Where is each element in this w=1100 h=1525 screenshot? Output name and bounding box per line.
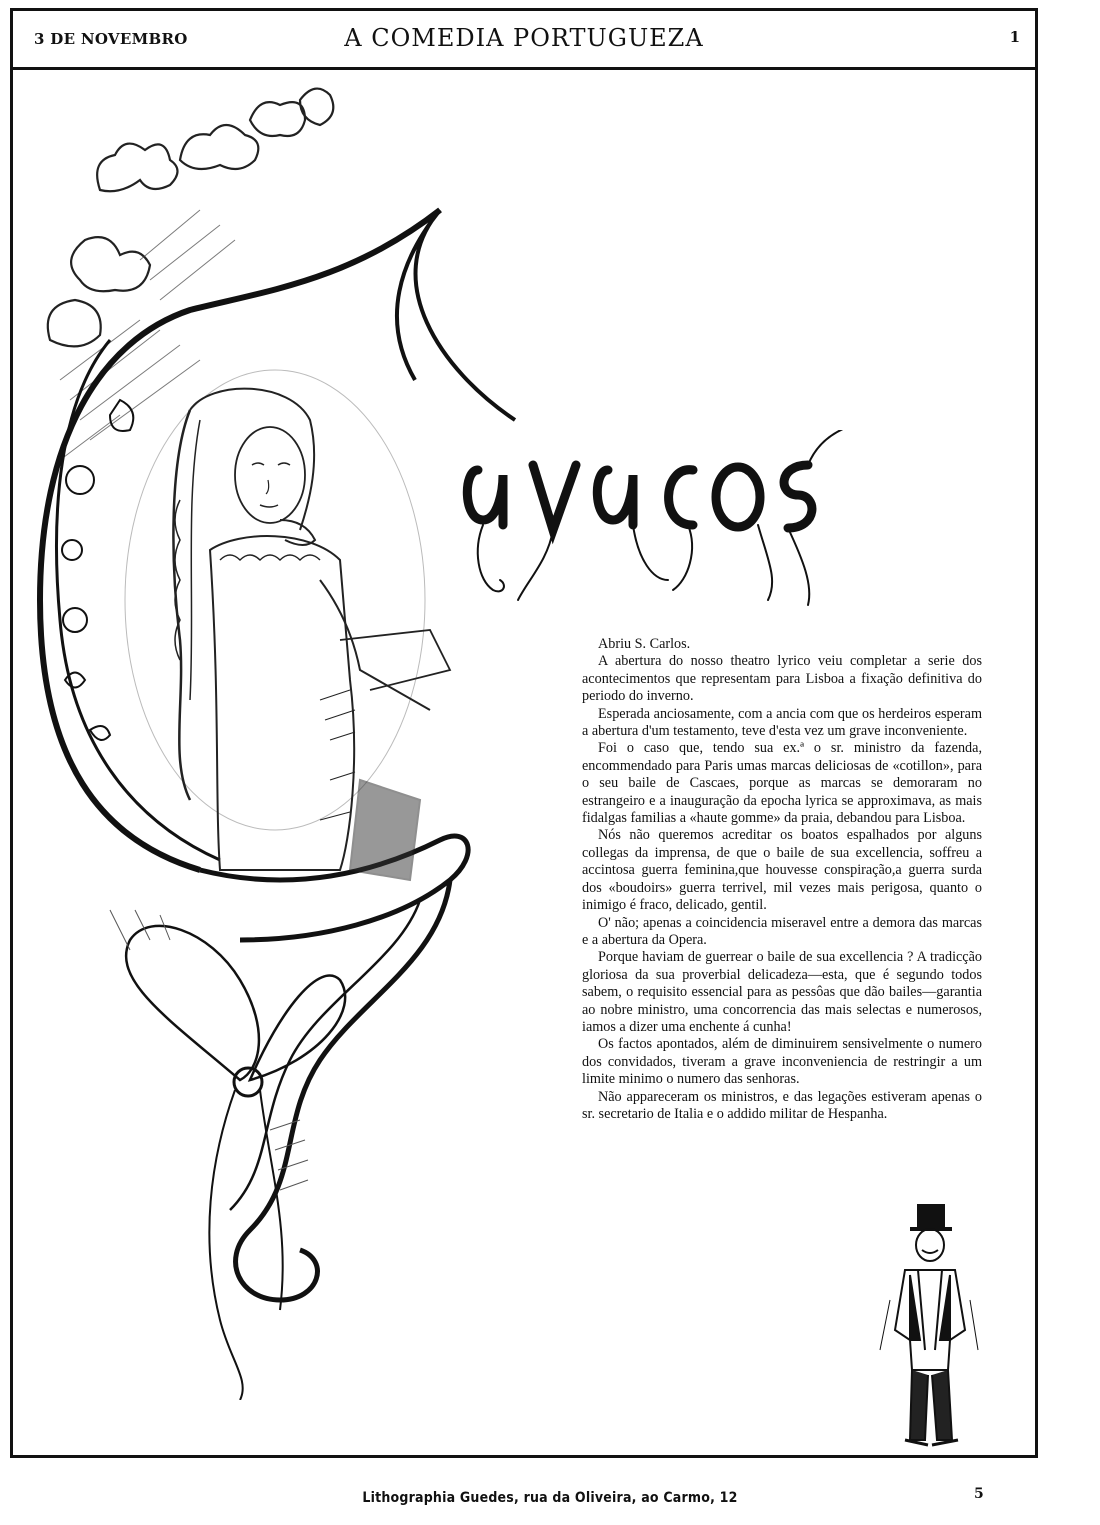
gentleman-illustration bbox=[870, 1200, 990, 1460]
printer-imprint: Lithographia Guedes, rua da Oliveira, ao Carmo, 12 bbox=[362, 1490, 738, 1506]
paragraph: Não appareceram os ministros, e das legações estiveram apenas o sr. secretario de Italia e o addido militar de Hespanha. bbox=[582, 1088, 982, 1122]
ornamental-initial-illustration bbox=[20, 80, 580, 1400]
hatching-background bbox=[60, 210, 235, 460]
paragraph: A abertura do nosso theatro lyrico veiu completar a serie dos acontecimentos que representam para Lisboa a fixação definitiva do periodo do inverno. bbox=[582, 653, 982, 705]
paragraph: Esperada anciosamente, com a ancia com que os herdeiros esperam a abertura d'um testamento, teve d'esta vez um grave inconveniente. bbox=[582, 705, 982, 740]
masthead bbox=[10, 8, 1038, 70]
initial-letter-c bbox=[40, 210, 515, 940]
paragraph: Os factos apontados, além de diminuirem sensivelmente o numero dos convidados, tiveram a grave inconveniencia de restringir a um limite minimo o numero das senhoras. bbox=[582, 1036, 982, 1088]
article-body bbox=[582, 636, 982, 1123]
ribbon-bow bbox=[110, 880, 450, 1400]
paragraph: Abriu S. Carlos. bbox=[598, 636, 691, 652]
heading-cavacos bbox=[458, 430, 858, 620]
paragraph: Porque haviam de guerrear o baile de sua excellencia ? A tradicção gloriosa da sua proverbial delicadeza—esta, que é segundo todos sabem, o requisito essencial para as pessôas que dão bailes—garantia ao nobre ministro, uma concorrencia das mais selectas e numerosos, iamos a dizer uma enchente á cunha! bbox=[582, 949, 982, 1035]
page-number: 1 bbox=[1009, 28, 1020, 46]
paragraph: Nós não queremos acreditar os boatos espalhados por alguns collegas da imprensa, de que o baile de sua excellencia, soffreu a accintosa guerra feminina,que houvesse conspiração,a guerra surda dos «boudoirs» guerra terrivel, mil vezes mais perigosa, quanto o inimigo é fraco, delicado, gentil. bbox=[582, 827, 982, 914]
paragraph: Foi o caso que, tendo sua ex.ª o sr. ministro da fazenda, encommendado para Paris umas marcas deliciosas de «cotillon», para o seu baile de Cascaes, porque as marcas se demoraram no estrangeiro e a inauguração da epocha lyrica se approximava, as mais fidalgas familias a «haute gomme» da praia, debandou para Lisboa. bbox=[582, 740, 982, 827]
sheet-number: 5 bbox=[974, 1486, 984, 1502]
publication-title: A COMEDIA PORTUGUEZA bbox=[344, 24, 704, 52]
portrait-girl bbox=[125, 370, 450, 880]
paragraph: O' não; apenas a coincidencia miseravel entre a demora das marcas e a abertura da Opera. bbox=[582, 914, 982, 948]
issue-date: 3 DE NOVEMBRO bbox=[34, 30, 188, 48]
